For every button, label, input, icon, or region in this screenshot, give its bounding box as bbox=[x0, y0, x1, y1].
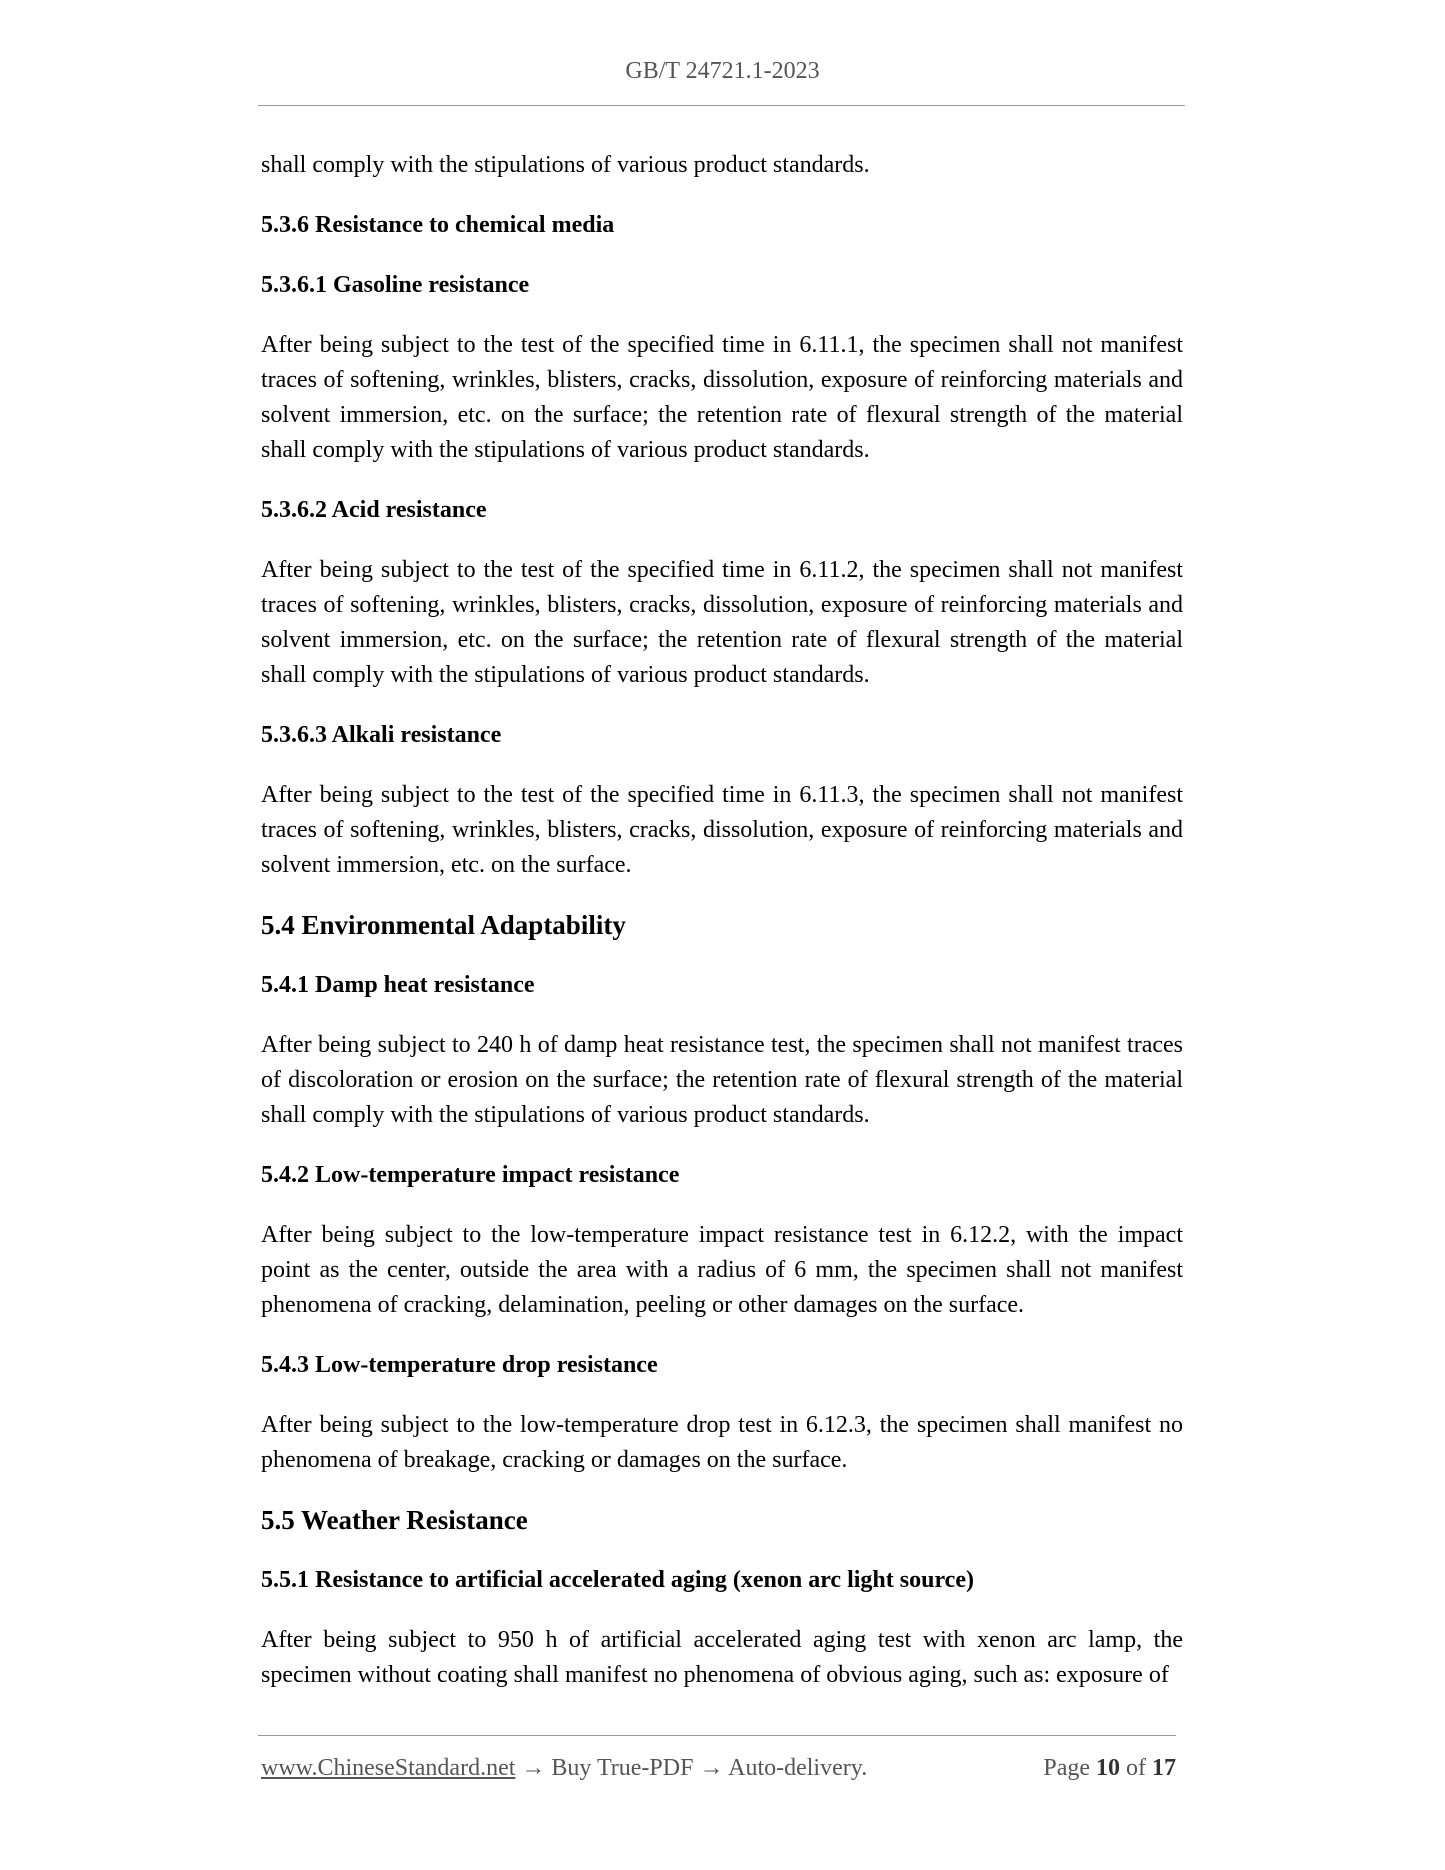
clause-heading: 5.3.6 Resistance to chemical media bbox=[261, 212, 615, 238]
paragraph: After being subject to the test of the specified time in 6.11.1, the specimen shall not manifest traces of softening, wrinkles, blisters, cracks, dissolution, exposure of reinforcing materials and solvent immersion, etc. on the surface; the retention rate of flexural strength of the material shall comply with the stipulations of various product standards. bbox=[261, 332, 1183, 463]
clause-heading: 5.3.6.1 Gasoline resistance bbox=[261, 272, 530, 298]
footer-divider bbox=[258, 1735, 1176, 1736]
paragraph: After being subject to the low-temperature drop test in 6.12.3, the specimen shall manifest no phenomena of breakage, cracking or damages on the surface. bbox=[261, 1412, 1183, 1473]
section-heading: 5.4 Environmental Adaptability bbox=[261, 910, 626, 940]
footer-promo-text: → Buy True-PDF → Auto-delivery. bbox=[521, 1755, 868, 1781]
of-label: of bbox=[1126, 1755, 1146, 1781]
paragraph: After being subject to 240 h of damp heat resistance test, the specimen shall not manifest traces of discoloration or erosion on the surface; the retention rate of flexural strength of the material shall comply with the stipulations of various product standards. bbox=[261, 1032, 1183, 1128]
page-footer bbox=[261, 1755, 1176, 1782]
paragraph: After being subject to the test of the specified time in 6.11.2, the specimen shall not manifest traces of softening, wrinkles, blisters, cracks, dissolution, exposure of reinforcing materials and solvent immersion, etc. on the surface; the retention rate of flexural strength of the material shall comply with the stipulations of various product standards. bbox=[261, 557, 1183, 688]
clause-heading: 5.3.6.2 Acid resistance bbox=[261, 497, 487, 523]
header-divider bbox=[258, 105, 1185, 106]
clause-heading: 5.4.3 Low-temperature drop resistance bbox=[261, 1352, 658, 1378]
paragraph: After being subject to the low-temperature impact resistance test in 6.12.2, with the impact point as the center, outside the area with a radius of 6 mm, the specimen shall not manifest phenomena of cracking, delamination, peeling or other damages on the surface. bbox=[261, 1222, 1183, 1318]
section-heading: 5.5 Weather Resistance bbox=[261, 1505, 528, 1535]
page-content bbox=[261, 148, 1183, 1718]
paragraph: shall comply with the stipulations of various product standards. bbox=[261, 152, 870, 178]
clause-heading: 5.3.6.3 Alkali resistance bbox=[261, 722, 502, 748]
paragraph: After being subject to the test of the specified time in 6.11.3, the specimen shall not manifest traces of softening, wrinkles, blisters, cracks, dissolution, exposure of reinforcing materials and solvent immersion, etc. on the surface. bbox=[261, 782, 1183, 878]
clause-heading: 5.5.1 Resistance to artificial accelerated aging (xenon arc light source) bbox=[261, 1567, 974, 1593]
footer-left bbox=[261, 1755, 867, 1782]
page-label: Page bbox=[1043, 1755, 1090, 1781]
page-number: 10 bbox=[1096, 1755, 1120, 1781]
clause-heading: 5.4.1 Damp heat resistance bbox=[261, 972, 535, 998]
total-pages: 17 bbox=[1152, 1755, 1176, 1781]
document-code-header: GB/T 24721.1-2023 bbox=[625, 58, 820, 84]
page-indicator bbox=[1043, 1755, 1176, 1782]
website-link[interactable]: www.ChineseStandard.net bbox=[261, 1755, 516, 1781]
clause-heading: 5.4.2 Low-temperature impact resistance bbox=[261, 1162, 680, 1188]
paragraph: After being subject to 950 h of artificial accelerated aging test with xenon arc lamp, the specimen without coating shall manifest no phenomena of obvious aging, such as: exposure of bbox=[261, 1627, 1183, 1688]
